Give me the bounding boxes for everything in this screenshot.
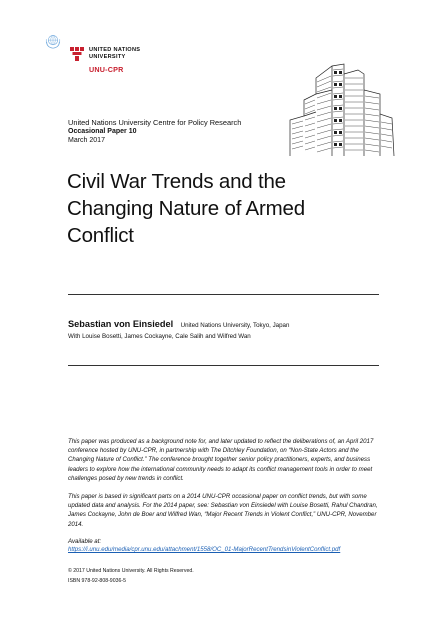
org-short-name: UNU-CPR — [89, 65, 124, 74]
document-title: Civil War Trends and the Changing Nature of Armed Conflict — [67, 170, 305, 247]
org-name-line2: UNIVERSITY — [89, 54, 126, 60]
building-illustration — [270, 60, 402, 156]
author-affiliation: United Nations University, Tokyo, Japan — [180, 322, 290, 329]
available-label: Available at: — [68, 538, 102, 545]
divider-bottom — [68, 365, 379, 366]
copyright: © 2017 United Nations University. All Rights Reserved. — [68, 568, 194, 574]
background-note: This paper was produced as a background note for, and later updated to reflect the deliberations of, an April 2017 conference hosted by UNU-CPR, in partnership with The Ditchley Foundation, on “Non-State Actors and the Changing Nature of Conflict.” The conference brought together senior policy practitioners, experts, and business leaders to explore how the international community needs to adapt its conflict management tools in order to meet challenges posed by new trends in conflict. — [68, 438, 374, 482]
org-name-line1: UNITED NATIONS — [89, 47, 141, 53]
author-line — [68, 314, 289, 332]
centre-name: United Nations University Centre for Policy Research — [68, 118, 242, 127]
available-link[interactable]: https://i.unu.edu/media/cpr.unu.edu/attachment/1558/OC_01-MajorRecentTrendsinViolentConflict.pdf — [68, 546, 341, 553]
isbn: ISBN 978-92-808-9036-5 — [68, 578, 126, 584]
unu-logo — [69, 46, 169, 78]
coauthors: With Louise Bosetti, James Cockayne, Cale Salih and Wilfred Wan — [68, 333, 251, 340]
source-note: This paper is based in significant parts on a 2014 UNU-CPR occasional paper on conflict trends, but with some updated data and analysis. For the 2014 paper, see: Sebastian von Einsiedel with Louise Bosetti, Rahul Chandran, James Cockayne, John de Boer and Wilfred Wan, “Major Recent Trends in Violent Conflict,” UNU-CPR, November 2014. — [68, 493, 378, 528]
publication-date: March 2017 — [68, 137, 105, 144]
author-name: Sebastian von Einsiedel — [68, 319, 174, 329]
un-emblem-icon — [44, 32, 62, 50]
unu-mark-icon — [69, 46, 85, 62]
paper-number: Occasional Paper 10 — [68, 128, 137, 135]
divider-top — [68, 294, 379, 295]
